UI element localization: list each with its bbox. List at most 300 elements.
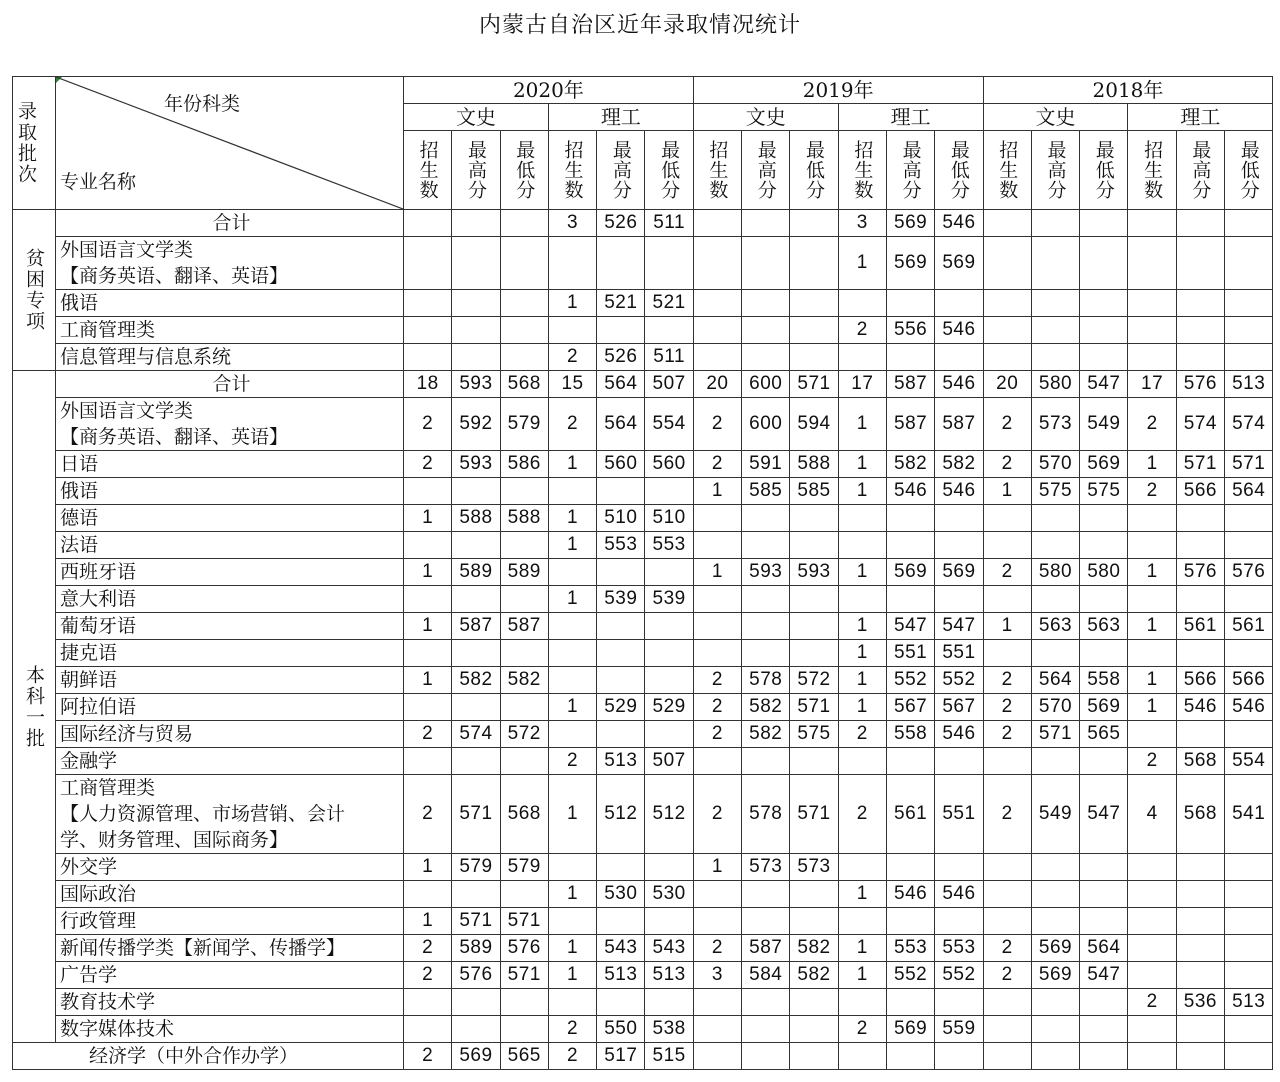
value-cell: 546	[1225, 694, 1273, 721]
value-cell: 571	[500, 962, 548, 989]
value-cell	[983, 317, 1031, 344]
value-cell: 2	[1128, 398, 1176, 451]
major-name-cell	[56, 775, 404, 854]
value-cell: 582	[452, 667, 500, 694]
major-name-line: 合计	[212, 212, 251, 234]
value-cell: 571	[790, 694, 838, 721]
value-cell: 2	[1128, 478, 1176, 505]
value-cell	[742, 586, 790, 613]
value-cell: 588	[790, 451, 838, 478]
value-cell	[742, 989, 790, 1016]
table-row	[13, 451, 1273, 478]
value-cell	[452, 237, 500, 290]
value-cell: 530	[597, 881, 645, 908]
metric-label: 招生数	[1141, 140, 1164, 200]
table-row	[13, 775, 1273, 854]
value-cell: 589	[452, 559, 500, 586]
value-cell	[548, 640, 596, 667]
value-cell	[983, 344, 1031, 371]
value-cell	[500, 532, 548, 559]
value-cell	[1128, 935, 1176, 962]
value-cell	[597, 613, 645, 640]
value-cell	[548, 721, 596, 748]
value-cell: 543	[597, 935, 645, 962]
value-cell: 1	[838, 559, 886, 586]
value-cell	[1031, 748, 1079, 775]
value-cell: 2	[983, 559, 1031, 586]
value-cell: 573	[790, 854, 838, 881]
value-cell: 587	[500, 613, 548, 640]
value-cell: 511	[645, 210, 693, 237]
value-cell: 582	[500, 667, 548, 694]
value-cell: 1	[983, 478, 1031, 505]
value-cell: 567	[886, 694, 934, 721]
major-name-cell	[56, 962, 404, 989]
metric-label: 招生数	[561, 140, 584, 200]
value-cell	[1031, 505, 1079, 532]
value-cell: 553	[935, 935, 983, 962]
major-name-line: 行政管理	[60, 910, 137, 932]
value-cell	[693, 290, 741, 317]
major-name-line: 外国语言文学类	[60, 400, 194, 422]
value-cell: 2	[693, 398, 741, 451]
major-name-line: 西班牙语	[60, 561, 137, 583]
value-cell: 2	[548, 1016, 596, 1043]
value-cell	[404, 290, 452, 317]
major-name-line: 工商管理类	[60, 777, 156, 799]
value-cell	[452, 640, 500, 667]
value-cell	[1225, 505, 1273, 532]
value-cell: 560	[597, 451, 645, 478]
metric-label: 最高分	[1044, 140, 1067, 200]
value-cell	[838, 748, 886, 775]
table-row	[13, 559, 1273, 586]
value-cell: 2	[1128, 748, 1176, 775]
metric-header	[790, 131, 838, 210]
value-cell	[1128, 505, 1176, 532]
value-cell	[548, 908, 596, 935]
value-cell: 2	[404, 962, 452, 989]
value-cell	[404, 881, 452, 908]
value-cell	[1080, 317, 1128, 344]
value-cell: 576	[1176, 559, 1224, 586]
value-cell	[983, 532, 1031, 559]
value-cell	[1080, 881, 1128, 908]
value-cell	[693, 748, 741, 775]
value-cell	[1176, 532, 1224, 559]
value-cell	[1080, 908, 1128, 935]
value-cell: 568	[500, 371, 548, 398]
major-name-cell	[56, 989, 404, 1016]
value-cell: 571	[452, 908, 500, 935]
value-cell: 2	[983, 667, 1031, 694]
value-cell: 546	[935, 317, 983, 344]
value-cell	[1128, 908, 1176, 935]
value-cell: 569	[1080, 694, 1128, 721]
value-cell: 587	[935, 398, 983, 451]
value-cell	[597, 854, 645, 881]
value-cell: 507	[645, 748, 693, 775]
value-cell	[790, 586, 838, 613]
value-cell	[935, 532, 983, 559]
table-header	[13, 77, 1273, 210]
value-cell: 543	[645, 935, 693, 962]
value-cell	[1225, 962, 1273, 989]
value-cell: 526	[597, 344, 645, 371]
value-cell	[1031, 532, 1079, 559]
value-cell	[1128, 721, 1176, 748]
value-cell: 513	[597, 748, 645, 775]
major-name-line: 金融学	[60, 750, 118, 772]
value-cell: 1	[548, 935, 596, 962]
value-cell: 561	[1225, 613, 1273, 640]
table-row	[13, 908, 1273, 935]
value-cell	[404, 748, 452, 775]
track-header: 理工	[838, 104, 983, 131]
value-cell: 552	[935, 667, 983, 694]
value-cell	[935, 1043, 983, 1070]
value-cell	[500, 1016, 548, 1043]
value-cell	[645, 640, 693, 667]
value-cell	[1128, 881, 1176, 908]
value-cell	[693, 237, 741, 290]
value-cell	[1225, 210, 1273, 237]
metric-label: 最高分	[609, 140, 632, 200]
value-cell	[1176, 935, 1224, 962]
value-cell: 511	[645, 344, 693, 371]
value-cell: 561	[1176, 613, 1224, 640]
value-cell	[693, 1016, 741, 1043]
value-cell: 2	[404, 775, 452, 854]
value-cell: 551	[886, 640, 934, 667]
value-cell	[693, 505, 741, 532]
metric-header	[983, 131, 1031, 210]
major-name-cell	[56, 398, 404, 451]
value-cell	[983, 237, 1031, 290]
year-header: 2018年	[983, 77, 1273, 104]
value-cell: 593	[452, 371, 500, 398]
value-cell	[1176, 962, 1224, 989]
value-cell	[693, 210, 741, 237]
value-cell	[983, 881, 1031, 908]
value-cell	[548, 478, 596, 505]
value-cell	[983, 505, 1031, 532]
major-name-line: 外国语言文学类	[60, 239, 194, 261]
value-cell: 573	[742, 854, 790, 881]
value-cell: 526	[597, 210, 645, 237]
value-cell	[1225, 317, 1273, 344]
value-cell	[693, 1043, 741, 1070]
value-cell	[838, 344, 886, 371]
value-cell	[790, 1043, 838, 1070]
major-name-cell	[56, 559, 404, 586]
value-cell	[838, 505, 886, 532]
value-cell	[935, 586, 983, 613]
value-cell	[742, 317, 790, 344]
value-cell	[693, 640, 741, 667]
value-cell	[404, 640, 452, 667]
value-cell: 589	[452, 935, 500, 962]
value-cell	[1031, 989, 1079, 1016]
metric-label: 最低分	[803, 140, 826, 200]
value-cell: 569	[886, 237, 934, 290]
table-row	[13, 586, 1273, 613]
value-cell: 1	[404, 908, 452, 935]
value-cell	[1128, 962, 1176, 989]
value-cell: 587	[886, 371, 934, 398]
value-cell: 569	[886, 559, 934, 586]
value-cell	[790, 344, 838, 371]
value-cell	[935, 344, 983, 371]
value-cell	[645, 854, 693, 881]
value-cell: 1	[548, 290, 596, 317]
major-name-cell	[56, 748, 404, 775]
value-cell: 2	[838, 1016, 886, 1043]
value-cell	[597, 640, 645, 667]
major-name-line: 阿拉伯语	[60, 696, 137, 718]
value-cell	[645, 613, 693, 640]
value-cell: 579	[500, 398, 548, 451]
admission-table	[12, 76, 1273, 1070]
value-cell	[742, 505, 790, 532]
value-cell: 541	[1225, 775, 1273, 854]
value-cell: 550	[597, 1016, 645, 1043]
table-row	[13, 748, 1273, 775]
major-name-line: 国际经济与贸易	[60, 723, 194, 745]
value-cell	[1176, 344, 1224, 371]
value-cell	[1225, 935, 1273, 962]
corner-top-label: 年份科类	[164, 93, 241, 115]
metric-label: 最低分	[513, 140, 536, 200]
value-cell: 2	[693, 667, 741, 694]
major-name-line: 意大利语	[60, 588, 137, 610]
value-cell: 569	[1031, 935, 1079, 962]
value-cell	[742, 532, 790, 559]
value-cell: 570	[1031, 451, 1079, 478]
major-name-line: 数字媒体技术	[60, 1018, 175, 1040]
major-name-cell	[56, 694, 404, 721]
corner-bottom-label: 专业名称	[60, 171, 137, 193]
value-cell	[404, 210, 452, 237]
table-row	[13, 505, 1273, 532]
value-cell	[597, 989, 645, 1016]
metric-label: 招生数	[416, 140, 439, 200]
value-cell: 1	[404, 559, 452, 586]
value-cell: 2	[693, 451, 741, 478]
value-cell: 592	[452, 398, 500, 451]
value-cell: 568	[1176, 775, 1224, 854]
batch-cell	[13, 210, 56, 371]
major-name-cell	[56, 532, 404, 559]
value-cell	[1080, 237, 1128, 290]
value-cell: 512	[645, 775, 693, 854]
value-cell: 569	[935, 237, 983, 290]
value-cell	[983, 290, 1031, 317]
value-cell	[452, 586, 500, 613]
value-cell: 551	[935, 775, 983, 854]
value-cell: 552	[886, 667, 934, 694]
table-row	[13, 694, 1273, 721]
value-cell: 600	[742, 371, 790, 398]
value-cell: 576	[500, 935, 548, 962]
value-cell	[1031, 586, 1079, 613]
value-cell: 553	[645, 532, 693, 559]
metric-header	[935, 131, 983, 210]
value-cell	[983, 854, 1031, 881]
major-name-cell	[56, 881, 404, 908]
value-cell: 1	[693, 559, 741, 586]
value-cell: 2	[983, 694, 1031, 721]
value-cell: 546	[886, 478, 934, 505]
value-cell: 582	[935, 451, 983, 478]
corner-header	[56, 77, 404, 210]
value-cell: 515	[645, 1043, 693, 1070]
value-cell: 568	[500, 775, 548, 854]
value-cell	[1080, 532, 1128, 559]
value-cell	[1176, 290, 1224, 317]
value-cell	[1031, 290, 1079, 317]
value-cell: 547	[1080, 775, 1128, 854]
value-cell	[404, 478, 452, 505]
value-cell: 536	[1176, 989, 1224, 1016]
metric-label: 最高分	[754, 140, 777, 200]
value-cell	[693, 613, 741, 640]
value-cell	[1176, 908, 1224, 935]
major-name-line: 捷克语	[60, 642, 118, 664]
major-name-line: 葡萄牙语	[60, 615, 137, 637]
metric-label: 最低分	[1237, 140, 1260, 200]
value-cell	[838, 1043, 886, 1070]
value-cell	[1176, 881, 1224, 908]
value-cell	[500, 748, 548, 775]
value-cell: 1	[548, 586, 596, 613]
track-header: 文史	[693, 104, 838, 131]
value-cell: 1	[838, 935, 886, 962]
value-cell	[838, 989, 886, 1016]
value-cell: 575	[1031, 478, 1079, 505]
value-cell	[935, 908, 983, 935]
major-name-cell	[56, 667, 404, 694]
value-cell	[548, 667, 596, 694]
value-cell: 564	[1031, 667, 1079, 694]
value-cell: 1	[1128, 559, 1176, 586]
value-cell: 510	[597, 505, 645, 532]
value-cell: 1	[404, 613, 452, 640]
value-cell	[790, 290, 838, 317]
value-cell	[1031, 317, 1079, 344]
value-cell: 566	[1225, 667, 1273, 694]
value-cell	[1128, 344, 1176, 371]
value-cell	[1176, 721, 1224, 748]
value-cell: 1	[1128, 667, 1176, 694]
value-cell: 507	[645, 371, 693, 398]
value-cell	[1128, 1043, 1176, 1070]
value-cell	[742, 908, 790, 935]
value-cell	[790, 640, 838, 667]
value-cell	[1225, 290, 1273, 317]
value-cell	[452, 694, 500, 721]
value-cell: 580	[1080, 559, 1128, 586]
value-cell: 554	[645, 398, 693, 451]
value-cell: 558	[886, 721, 934, 748]
value-cell	[886, 989, 934, 1016]
major-name-line: 法语	[60, 534, 99, 556]
value-cell: 513	[1225, 371, 1273, 398]
major-name-cell	[56, 935, 404, 962]
value-cell	[1031, 344, 1079, 371]
value-cell: 552	[886, 962, 934, 989]
value-cell	[790, 505, 838, 532]
value-cell	[935, 989, 983, 1016]
value-cell	[790, 908, 838, 935]
value-cell: 1	[838, 694, 886, 721]
value-cell	[645, 317, 693, 344]
value-cell: 2	[693, 775, 741, 854]
metric-label: 招生数	[851, 140, 874, 200]
value-cell: 571	[790, 371, 838, 398]
value-cell	[886, 748, 934, 775]
value-cell	[1225, 344, 1273, 371]
value-cell: 2	[983, 451, 1031, 478]
value-cell	[404, 694, 452, 721]
value-cell: 593	[742, 559, 790, 586]
value-cell: 571	[1176, 451, 1224, 478]
metric-header	[742, 131, 790, 210]
metric-header	[404, 131, 452, 210]
value-cell: 569	[1031, 962, 1079, 989]
value-cell	[1080, 210, 1128, 237]
value-cell: 546	[886, 881, 934, 908]
value-cell	[742, 881, 790, 908]
value-cell	[742, 1016, 790, 1043]
value-cell: 546	[935, 881, 983, 908]
value-cell: 513	[1225, 989, 1273, 1016]
value-cell	[983, 210, 1031, 237]
track-header: 文史	[404, 104, 549, 131]
value-cell	[886, 908, 934, 935]
value-cell: 564	[597, 398, 645, 451]
value-cell: 574	[1176, 398, 1224, 451]
major-name-line: 俄语	[60, 480, 99, 502]
value-cell	[645, 667, 693, 694]
value-cell	[983, 908, 1031, 935]
value-cell: 549	[1031, 775, 1079, 854]
table-row	[13, 962, 1273, 989]
value-cell: 2	[404, 721, 452, 748]
value-cell: 576	[1176, 371, 1224, 398]
value-cell: 2	[838, 775, 886, 854]
value-cell: 1	[1128, 613, 1176, 640]
value-cell	[1176, 210, 1224, 237]
value-cell: 588	[452, 505, 500, 532]
value-cell: 585	[742, 478, 790, 505]
metric-label: 招生数	[996, 140, 1019, 200]
major-name-cell	[56, 908, 404, 935]
value-cell: 529	[645, 694, 693, 721]
value-cell	[1080, 854, 1128, 881]
value-cell	[597, 237, 645, 290]
value-cell: 15	[548, 371, 596, 398]
value-cell	[1128, 854, 1176, 881]
batch-header	[13, 77, 56, 210]
value-cell: 1	[1128, 694, 1176, 721]
table-row	[13, 854, 1273, 881]
value-cell: 573	[1031, 398, 1079, 451]
table-body	[13, 210, 1273, 1070]
value-cell: 2	[404, 1043, 452, 1070]
value-cell: 563	[1031, 613, 1079, 640]
value-cell: 568	[1176, 748, 1224, 775]
